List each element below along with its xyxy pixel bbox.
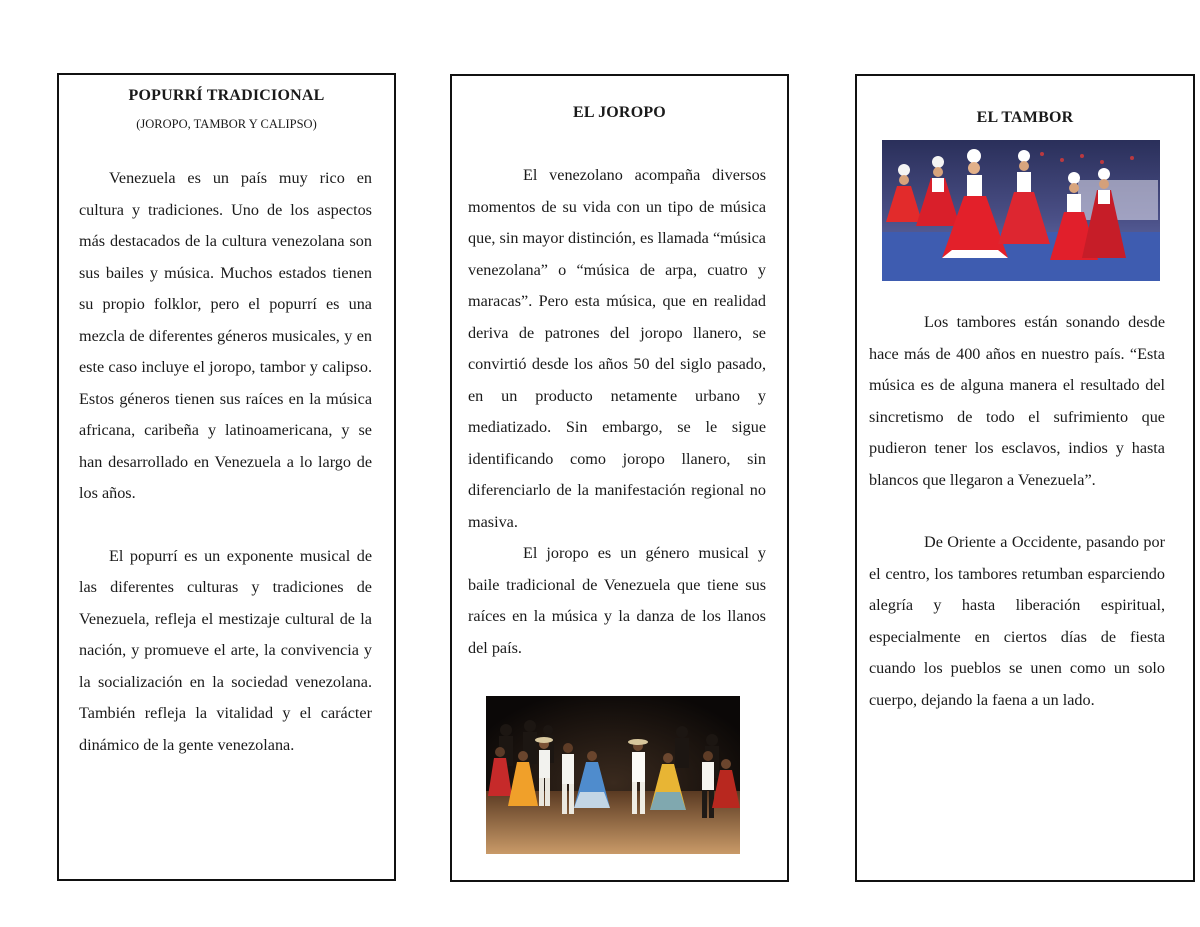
tambor-title: EL TAMBOR [976, 109, 1074, 126]
panel-popurri [57, 73, 396, 881]
popurri-paragraph-1: Venezuela es un país muy rico en cultura y tradiciones. Uno de los aspectos más destacados de la cultura venezolana son sus bailes y música. Muchos estados tienen su propio folklor, pero el popurrí es una mezcla de diferentes géneros musicales, y en este caso incluye el joropo, tambor y calipso. Estos géneros tienen sus raíces en la música africana, caribeña y latinoamericana, y se han desarrollado en Venezuela a lo largo de los años. [79, 169, 372, 502]
joropo-paragraph-2: El joropo es un género musical y baile tradicional de Venezuela que tiene sus raíces en la música y la danza de los llanos del país. [468, 544, 766, 657]
joropo-title: EL JOROPO [573, 104, 666, 121]
tambor-body [869, 307, 1165, 716]
joropo-dancers-photo [486, 696, 740, 854]
panel-tambor [855, 74, 1195, 882]
popurri-title: POPURRÍ TRADICIONAL [128, 87, 325, 104]
joropo-paragraph-1: El venezolano acompaña diversos momentos de su vida con un tipo de música que, sin mayor distinción, es llamada “música venezolana” o “música de arpa, cuatro y maracas”. Pero esta música, que en realidad deriva de patrones del joropo llanero, se convirtió desde los años 50 del siglo pasado, en un producto netamente urbano y mediatizado. Sin embargo, se le sigue identificando como joropo llanero, sin diferenciarlo de la manifestación regional no masiva. [468, 166, 766, 531]
panel-joropo [450, 74, 789, 882]
tambor-paragraph-1: Los tambores están sonando desde hace más de 400 años en nuestro país. “Esta música es de alguna manera el resultado del sincretismo de todo el sufrimiento que pudieron tener los esclavos, indios y hasta blancos que llegaron a Venezuela”. [869, 313, 1165, 489]
popurri-body [79, 163, 372, 761]
tambor-dancers-photo [882, 140, 1160, 281]
tambor-paragraph-2: De Oriente a Occidente, pasando por el centro, los tambores retumban esparciendo alegría y hasta liberación espiritual, especialmente en ciertos días de fiesta cuando los pueblos se unen como un solo cuerpo, dejando la faena a un lado. [869, 533, 1165, 709]
popurri-subtitle: (JOROPO, TAMBOR Y CALIPSO) [136, 117, 317, 131]
joropo-body [468, 160, 766, 664]
popurri-paragraph-2: El popurrí es un exponente musical de las diferentes culturas y tradiciones de Venezuela, refleja el mestizaje cultural de la nación, y promueve el arte, la convivencia y la socialización en la sociedad venezolana. También refleja la vitalidad y el carácter dinámico de la gente venezolana. [79, 546, 372, 754]
